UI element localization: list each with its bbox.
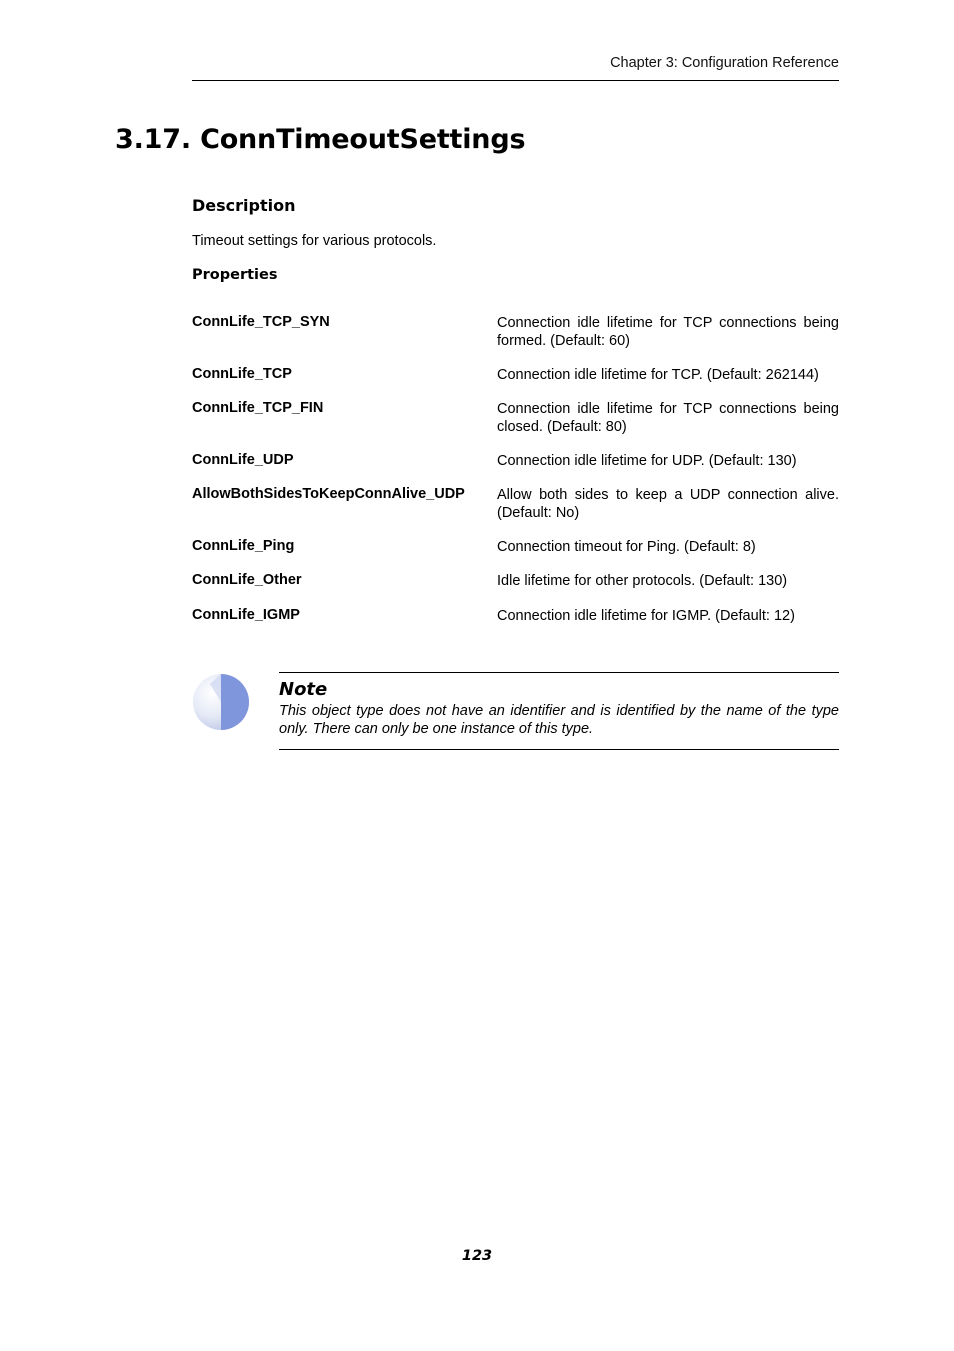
running-header: Chapter 3: Configuration Reference xyxy=(610,55,839,71)
note-text: This object type does not have an identifier and is identified by the name of the type only. There can only be one instance of this type. xyxy=(279,703,839,737)
property-description: Connection idle lifetime for IGMP. (Default: 12) xyxy=(497,608,795,624)
property-description: Connection idle lifetime for UDP. (Default: 130) xyxy=(497,453,797,469)
property-name: ConnLife_TCP xyxy=(192,366,292,382)
note-top-divider xyxy=(279,672,839,673)
property-description: Connection idle lifetime for TCP connections being closed. (Default: 80) xyxy=(497,401,839,435)
note-title: Note xyxy=(279,679,328,700)
property-name: AllowBothSidesToKeepConnAlive_UDP xyxy=(192,486,465,502)
section-title: 3.17. ConnTimeoutSettings xyxy=(115,124,526,155)
property-description: Connection idle lifetime for TCP. (Default: 262144) xyxy=(497,367,819,383)
property-name: ConnLife_IGMP xyxy=(192,607,300,623)
property-description: Allow both sides to keep a UDP connection alive. (Default: No) xyxy=(497,487,839,521)
description-text: Timeout settings for various protocols. xyxy=(192,233,437,249)
header-divider xyxy=(192,80,839,81)
page-number: 123 xyxy=(461,1248,493,1264)
properties-heading: Properties xyxy=(192,267,278,283)
property-name: ConnLife_UDP xyxy=(192,452,294,468)
note-bottom-divider xyxy=(279,749,839,750)
property-description: Idle lifetime for other protocols. (Default: 130) xyxy=(497,573,788,589)
property-name: ConnLife_TCP_FIN xyxy=(192,400,324,416)
property-name: ConnLife_TCP_SYN xyxy=(192,314,330,330)
property-description: Connection idle lifetime for TCP connections being formed. (Default: 60) xyxy=(497,315,839,349)
description-heading: Description xyxy=(192,196,296,215)
property-name: ConnLife_Other xyxy=(192,572,302,588)
property-description: Connection timeout for Ping. (Default: 8) xyxy=(497,539,756,555)
note-icon xyxy=(192,672,252,732)
property-name: ConnLife_Ping xyxy=(192,538,295,554)
